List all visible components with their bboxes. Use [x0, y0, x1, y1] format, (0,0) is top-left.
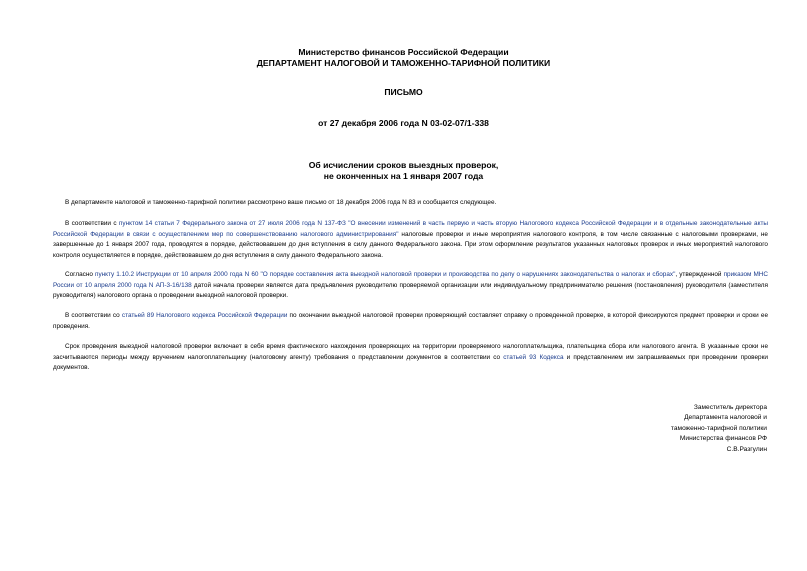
paragraph-text: В соответствии с [65, 220, 119, 227]
signature-line-1: Заместитель директора [693, 404, 767, 411]
paragraph-text: Согласно [65, 271, 95, 278]
paragraph-text: , утвержденной [675, 271, 724, 278]
subject-line-2: не оконченных на 1 января 2007 года [323, 171, 484, 181]
paragraph-1 [53, 198, 768, 209]
paragraph-text: датой начала проверки является дата предъявления руководителю проверяемой организации или индивидуальному предпринимателю решения (постановления) руководителя (заместителя руководителя) налогового органа о проведении выездной налоговой проверки. [53, 281, 768, 300]
signer-name: С.В.Разгулин [726, 445, 767, 453]
paragraph-2 [53, 219, 768, 261]
department-name: ДЕПАРТАМЕНТ НАЛОГОВОЙ И ТАМОЖЕННО-ТАРИФНОЙ ПОЛИТИКИ [256, 58, 551, 68]
signature-line-2: Департамента налоговой и [684, 414, 767, 422]
document-type [0, 87, 807, 98]
paragraph-4 [53, 311, 768, 332]
paragraph-text: налоговые проверки и иные мероприятия налогового контроля, в том числе связанные с налоговыми проверками, не завершенные до 1 января 2007 года, проводятся в порядке, действовавшем до дня вступления в силу данного Федерального закона. При этом оформление результатов указанных налоговых проверок и иных мероприятий налогового контроля осуществляется в порядке, действовавшем до дня вступления в силу данного Федерального закона. [53, 230, 768, 259]
paragraph-text: Срок проведения выездной налоговой проверки включает в себя время фактического нахождения проверяющих на территории проверяемого налогоплательщика, плательщика сбора или налогового агента. В указанные сроки не засчитываются периоды между вручением налогоплательщику (налоговому агенту) требования о представлении документов в соответствии со [53, 343, 768, 361]
letter-header [0, 47, 807, 69]
document-type-label: ПИСЬМО [384, 87, 423, 97]
signature-block [671, 403, 767, 455]
subject-line-1: Об исчислении сроков выездных проверок, [308, 160, 499, 170]
article-93-link[interactable]: статьей 93 Кодекса [503, 353, 564, 361]
article-89-link[interactable]: статьей 89 Налогового кодекса Российской Федерации [121, 312, 288, 319]
date-number-label: от 27 декабря 2006 года N 03-02-07/1-338 [318, 118, 489, 128]
paragraph-text: В соответствии со [65, 312, 122, 319]
law-137fz-link[interactable]: пунктом 14 статьи 7 Федерального закона от 27 июля 2006 года N 137-ФЗ "О внесении изменений в часть первую и часть вторую Налогового кодекса Российской Федерации и в отдельные законодательные акты Российской Федерации в связи с осуществлением мер по совершенствованию налогового администрирования" [53, 220, 769, 238]
mns-order-link[interactable]: приказом МНС России от 10 апреля 2000 года N АП-3-16/138 [53, 271, 769, 289]
instruction-60-link[interactable]: пункту 1.10.2 Инструкции от 10 апреля 2000 года N 60 "О порядке составления акта выездной налоговой проверки и производства по делу о нарушениях законодательства о налогах и сборах" [94, 271, 676, 278]
paragraph-5 [53, 342, 768, 374]
document-subject [0, 160, 807, 182]
document-date-number [0, 118, 807, 129]
signature-line-3: таможенно-тарифной политики [670, 424, 767, 432]
paragraph-text: В департаменте налоговой и таможенно-тарифной политики рассмотрено ваше письмо от 18 декабря 2006 года N 83 и сообщается следующее. [65, 199, 497, 206]
paragraph-text: и представлением им запрашиваемых при проведении проверки документов. [53, 353, 768, 372]
signature-line-4: Министерства финансов РФ [679, 435, 767, 443]
paragraph-3 [53, 270, 768, 302]
ministry-name: Министерство финансов Российской Федерации [298, 47, 509, 57]
paragraph-text: по окончании выездной налоговой проверки проверяющий составляет справку о проведенной проверке, в которой фиксируются предмет проверки и сроки ее проведения. [53, 312, 769, 330]
